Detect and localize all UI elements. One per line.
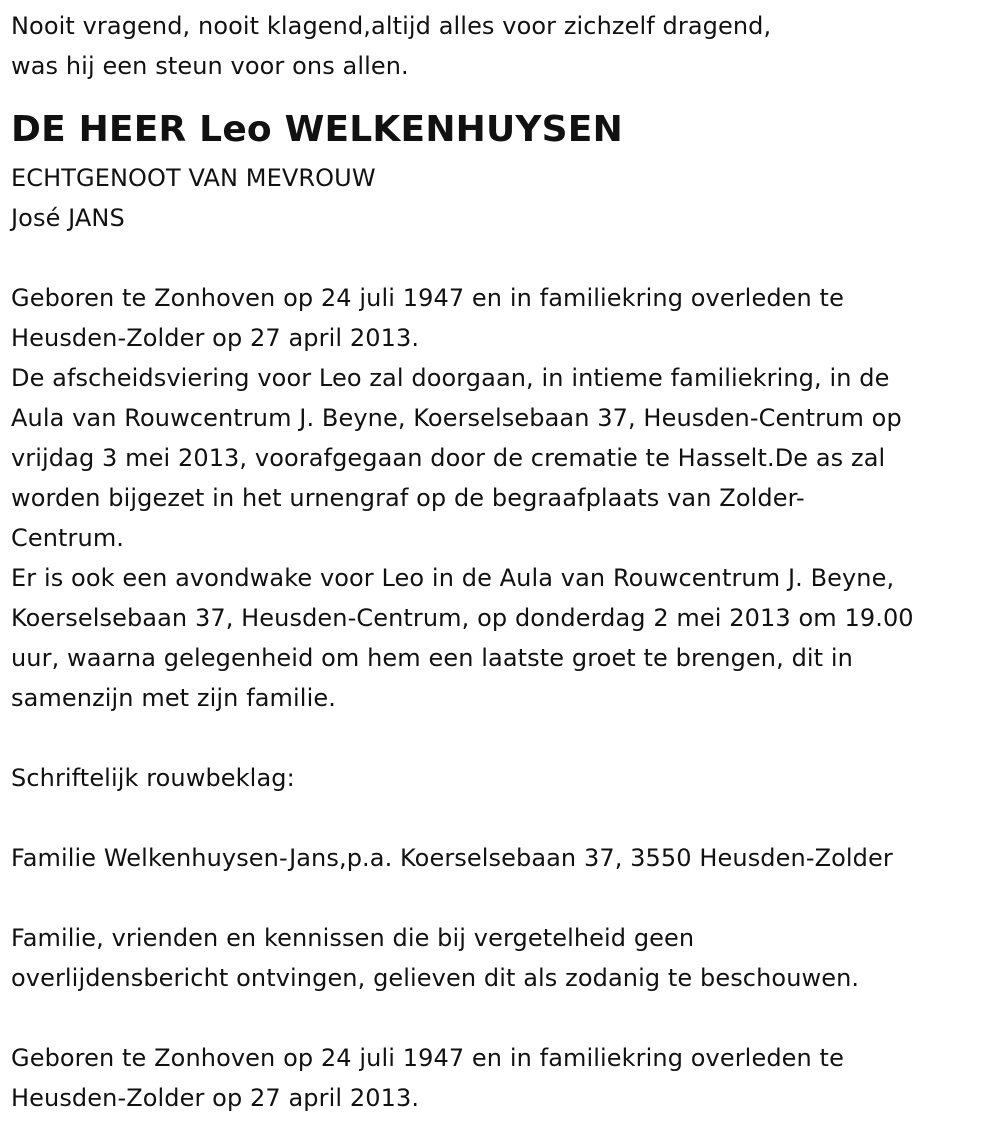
text-line: samenzijn met zijn familie. — [11, 684, 336, 712]
text-line: Heusden-Zolder op 27 april 2013. — [11, 324, 420, 352]
text-line: Koerselsebaan 37, Heusden-Centrum, op donderdag 2 mei 2013 om 19.00 — [11, 604, 914, 632]
motto-line: was hij een steun voor ons allen. — [11, 52, 409, 80]
spacer — [11, 718, 991, 758]
text-line: Centrum. — [11, 524, 125, 552]
spacer — [11, 878, 991, 918]
text-line: Geboren te Zonhoven op 24 juli 1947 en in familiekring overleden te — [11, 284, 844, 312]
text-line: Geboren te Zonhoven op 24 juli 1947 en in familiekring overleden te — [11, 1044, 844, 1072]
obituary-document — [11, 6, 991, 1118]
spacer — [11, 798, 991, 838]
motto — [11, 6, 991, 86]
notice-paragraph — [11, 918, 991, 998]
text-line: Er is ook een avondwake voor Leo in de Aula van Rouwcentrum J. Beyne, — [11, 564, 895, 592]
text-line: uur, waarna gelegenheid om hem een laatste groet te brengen, dit in — [11, 644, 853, 672]
text-line: Aula van Rouwcentrum J. Beyne, Koerselsebaan 37, Heusden-Centrum op — [11, 404, 902, 432]
condolences-label: Schriftelijk rouwbeklag: — [11, 764, 295, 792]
details-paragraph — [11, 278, 991, 718]
text-line: overlijdensbericht ontvingen, gelieven dit als zodanig te beschouwen. — [11, 964, 860, 992]
deceased-name: DE HEER Leo WELKENHUYSEN — [11, 109, 623, 150]
spouse-name: José JANS — [11, 204, 125, 232]
spacer — [11, 998, 991, 1038]
text-line: worden bijgezet in het urnengraf op de begraafplaats van Zolder- — [11, 484, 805, 512]
relation-label: ECHTGENOOT VAN MEVROUW — [11, 164, 376, 192]
motto-line: Nooit vragend, nooit klagend,altijd alles voor zichzelf dragend, — [11, 12, 772, 40]
text-line: Heusden-Zolder op 27 april 2013. — [11, 1084, 420, 1112]
footer-paragraph — [11, 1038, 991, 1118]
text-line: Familie, vrienden en kennissen die bij vergetelheid geen — [11, 924, 695, 952]
text-line: De afscheidsviering voor Leo zal doorgaan, in intieme familiekring, in de — [11, 364, 890, 392]
condolences-address: Familie Welkenhuysen-Jans,p.a. Koerselsebaan 37, 3550 Heusden-Zolder — [11, 844, 893, 872]
spacer — [11, 238, 991, 278]
text-line: vrijdag 3 mei 2013, voorafgegaan door de crematie te Hasselt.De as zal — [11, 444, 886, 472]
